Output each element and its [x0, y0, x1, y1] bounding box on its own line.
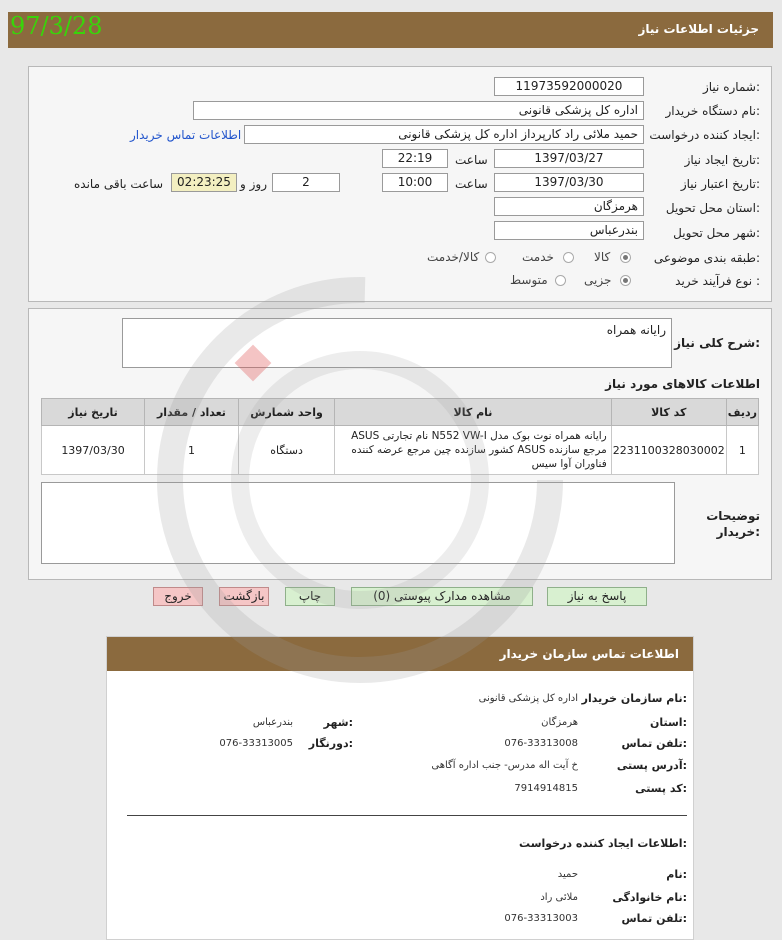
page-header: [8, 12, 773, 48]
province-label: استان محل تحویل:: [665, 201, 760, 215]
col-row-number: ردیف: [726, 399, 758, 426]
contact-city-label: شهر:: [323, 716, 353, 729]
items-section-title: اطلاعات کالاهای مورد نیاز: [605, 377, 760, 391]
creator-name-value: حمید: [557, 869, 578, 880]
days-label: روز و: [240, 177, 267, 191]
category-radio-goods[interactable]: [620, 252, 631, 263]
category-label: طبقه بندی موضوعی:: [653, 251, 760, 265]
validity-time-field: 10:00: [382, 173, 448, 192]
category-option-service: خدمت: [522, 250, 554, 264]
purchase-radio-medium[interactable]: [555, 275, 566, 286]
summary-textarea: رایانه همراه: [122, 318, 672, 368]
category-option-goods: کالا: [594, 250, 611, 264]
contact-province-label: استان:: [649, 716, 687, 729]
province-field: هرمزگان: [494, 197, 644, 216]
category-radio-goods-service[interactable]: [485, 252, 496, 263]
contact-phone-value: 076-33313008: [504, 738, 578, 749]
col-item-name: نام کالا: [335, 399, 612, 426]
creator-family-value: ملائی راد: [540, 892, 578, 903]
category-option-goods-service: کالا/خدمت: [427, 250, 480, 264]
validity-date-field: 1397/03/30: [494, 173, 644, 192]
cell-quantity: 1: [145, 426, 239, 475]
validity-date-label: تاریخ اعتبار نیاز:: [680, 177, 760, 191]
col-quantity: تعداد / مقدار: [145, 399, 239, 426]
purchase-radio-small[interactable]: [620, 275, 631, 286]
contact-province-value: هرمزگان: [541, 717, 578, 728]
creator-phone-value: 076-33313003: [504, 913, 578, 924]
need-number-label: شماره نیاز:: [702, 80, 760, 94]
created-time-label: ساعت: [455, 153, 488, 167]
category-radio-service[interactable]: [563, 252, 574, 263]
buyer-notes-label-2: خریدار:: [716, 525, 760, 539]
print-button[interactable]: چاپ: [285, 587, 335, 606]
page-title: جزئیات اطلاعات نیاز: [638, 22, 759, 36]
contact-postal-value: 7914914815: [514, 783, 578, 794]
cell-row-number: 1: [726, 426, 758, 475]
cell-unit: دستگاه: [238, 426, 334, 475]
col-need-date: تاریخ نیاز: [42, 399, 145, 426]
purchase-type-label: نوع فرآیند خرید :: [675, 274, 760, 288]
contact-org-label: نام سازمان خریدار:: [581, 692, 687, 705]
contact-header: [107, 637, 693, 671]
contact-divider: [127, 815, 687, 816]
attachments-button[interactable]: مشاهده مدارک پیوستی (0): [351, 587, 533, 606]
contact-postal-label: کد پستی:: [635, 782, 687, 795]
contact-phone-label: تلفن تماس:: [621, 737, 687, 750]
buyer-org-label: نام دستگاه خریدار:: [665, 104, 760, 118]
contact-address-label: آدرس پستی:: [616, 759, 687, 772]
city-field: بندرعباس: [494, 221, 644, 240]
date-stamp: 97/3/28: [10, 12, 103, 40]
purchase-option-medium: متوسط: [510, 273, 548, 287]
buyer-notes-textarea: [41, 482, 675, 564]
reply-button[interactable]: پاسخ به نیاز: [547, 587, 647, 606]
contact-city-value: بندرعباس: [252, 717, 293, 728]
cell-need-date: 1397/03/30: [42, 426, 145, 475]
remaining-days-field: 2: [272, 173, 340, 192]
creator-phone-label: تلفن تماس:: [621, 912, 687, 925]
creator-family-label: نام خانوادگی:: [612, 891, 687, 904]
items-table: [41, 398, 759, 475]
requester-field: حمید ملائی راد کارپرداز اداره کل پزشکی قانونی: [244, 125, 644, 144]
buyer-notes-label-1: توضیحات: [706, 509, 760, 523]
exit-button[interactable]: خروج: [153, 587, 203, 606]
buyer-contact-box: [106, 636, 694, 940]
col-item-code: کد کالا: [611, 399, 726, 426]
contact-org-value: اداره کل پزشکی قانونی: [478, 693, 578, 704]
cell-item-code: 2231100328030002: [611, 426, 726, 475]
contact-fax-value: 076-33313005: [219, 738, 293, 749]
created-date-label: تاریخ ایجاد نیاز:: [684, 153, 760, 167]
col-unit: واحد شمارش: [238, 399, 334, 426]
city-label: شهر محل تحویل:: [673, 226, 760, 240]
table-row: [42, 426, 759, 475]
buyer-contact-link[interactable]: اطلاعات تماس خریدار: [130, 128, 242, 142]
purchase-option-small: جزیی: [584, 273, 612, 287]
cell-item-name: رایانه همراه نوت بوک مدل N552 VW-I نام تجارتی ASUS مرجع سازنده ASUS کشور سازنده چین مرجع عرضه کننده فناوران آوا سیس: [335, 426, 612, 475]
created-date-field: 1397/03/27: [494, 149, 644, 168]
contact-fax-label: دورنگار:: [308, 737, 353, 750]
requester-label: ایجاد کننده درخواست:: [649, 128, 760, 142]
contact-address-value: خ آیت اله مدرس- جنب اداره آگاهی: [431, 760, 578, 771]
contact-title: اطلاعات تماس سازمان خریدار: [499, 647, 679, 661]
validity-time-label: ساعت: [455, 177, 488, 191]
buyer-org-field: اداره کل پزشکی قانونی: [193, 101, 644, 120]
remaining-time-label: ساعت باقی مانده: [74, 177, 164, 191]
remaining-time-field: 02:23:25: [171, 173, 237, 192]
creator-name-label: نام:: [666, 868, 687, 881]
summary-label: شرح کلی نیاز:: [674, 336, 760, 350]
need-number-field: 11973592000020: [494, 77, 644, 96]
back-button[interactable]: بازگشت: [219, 587, 269, 606]
creator-title: اطلاعات ایجاد کننده درخواست:: [519, 837, 687, 850]
created-time-field: 22:19: [382, 149, 448, 168]
